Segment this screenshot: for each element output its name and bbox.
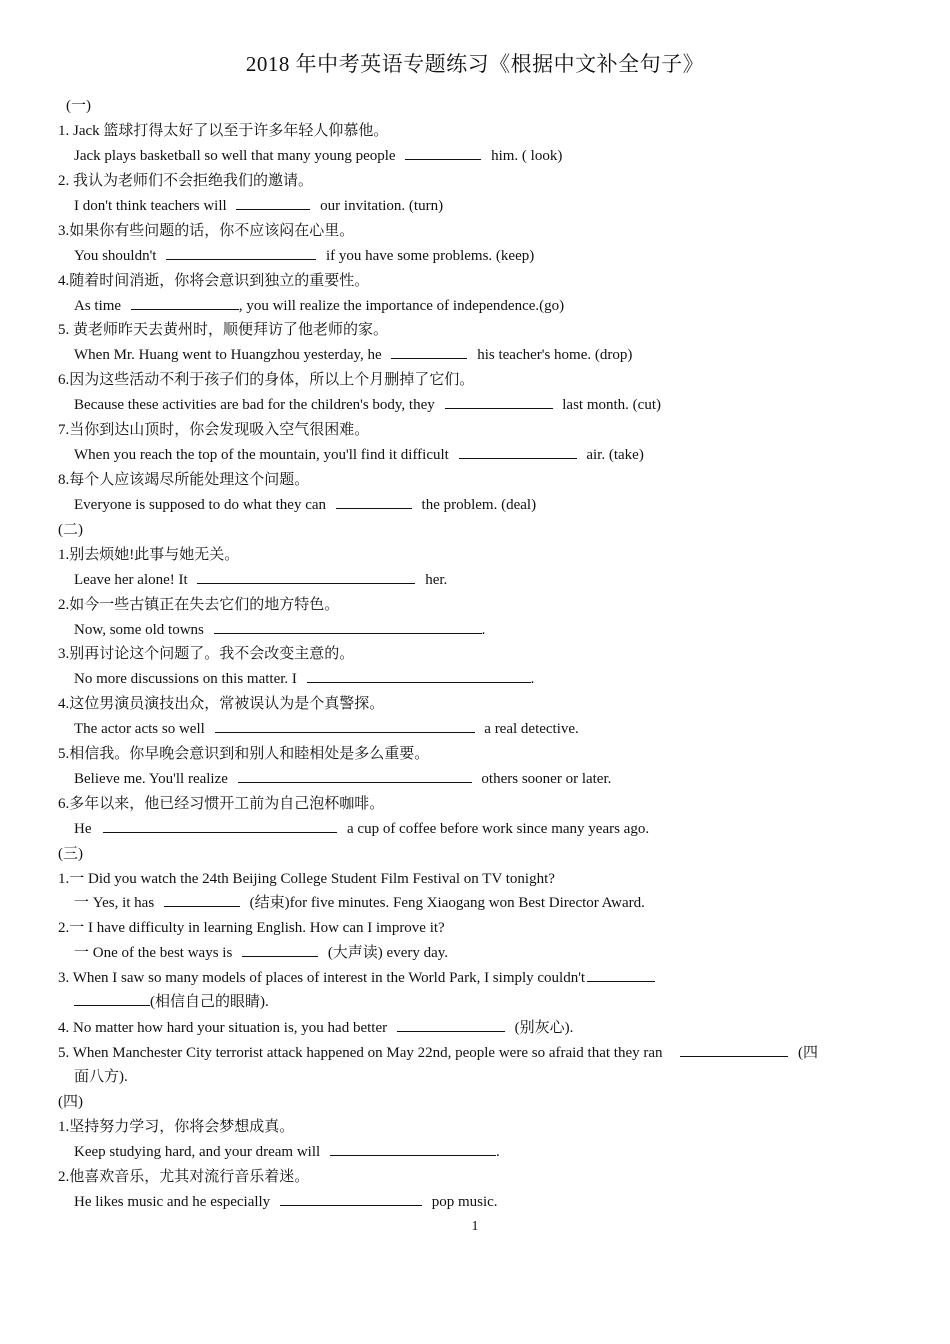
question-en-continued: [74, 993, 269, 1011]
dialogue-answer: [74, 944, 448, 962]
question-en: [74, 496, 536, 514]
sentence-text: The actor acts so well: [74, 721, 205, 737]
question-cn: 1.坚持努力学习，你将会梦想成真。: [58, 1119, 295, 1135]
sentence-text: the problem. (deal): [421, 497, 537, 513]
sentence-text: a real detective.: [484, 721, 579, 737]
sentence-text: (大声读) every day.: [327, 945, 449, 961]
sentence-text: 一 One of the best ways is: [74, 945, 233, 961]
question-cn: 1.别去烦她!此事与她无关。: [58, 547, 240, 563]
sentence-text: 5. When Manchester City terrorist attack happened on May 22nd, people were so afraid that they ran: [58, 1045, 663, 1061]
sentence-text: As time: [74, 298, 122, 314]
sentence-text: Leave her alone! It: [74, 572, 188, 588]
question-cn: 2.如今一些古镇正在失去它们的地方特色。: [58, 597, 340, 613]
question-cn: 4.随着时间消逝，你将会意识到独立的重要性。: [58, 273, 370, 289]
answer-blank[interactable]: [215, 720, 475, 733]
answer-blank[interactable]: [280, 1193, 422, 1206]
sentence-text: Because these activities are bad for the children's body, they: [74, 397, 435, 413]
sentence-text: .: [481, 622, 486, 638]
page-title: 2018 年中考英语专题练习《根据中文补全句子》: [245, 52, 705, 76]
question-en: [74, 197, 443, 215]
question-en: [58, 1019, 573, 1037]
sentence-text: our invitation. (turn): [320, 198, 444, 214]
answer-blank[interactable]: [236, 197, 310, 210]
dialogue-question: 2.一 I have difficulty in learning English. How can I improve it?: [58, 920, 445, 936]
sentence-text: Everyone is supposed to do what they can: [74, 497, 327, 513]
question-en: [74, 396, 661, 414]
question-en: [74, 1193, 498, 1211]
answer-blank[interactable]: [242, 944, 318, 957]
question-en: [74, 621, 485, 639]
sentence-text: Jack plays basketball so well that many young people: [74, 148, 396, 164]
answer-blank[interactable]: [238, 770, 472, 783]
dialogue-answer: [74, 894, 645, 912]
sentence-text: .: [495, 1144, 500, 1160]
question-en: [74, 670, 534, 688]
question-cn: 2. 我认为老师们不会拒绝我们的邀请。: [58, 173, 314, 189]
question-en: [74, 571, 447, 589]
sentence-text: Keep studying hard, and your dream will: [74, 1144, 321, 1160]
sentence-text: pop music.: [431, 1194, 498, 1210]
sentence-text: .: [530, 671, 535, 687]
question-cn: 7.当你到达山顶时，你会发现吸入空气很困难。: [58, 422, 370, 438]
question-en: [58, 969, 655, 987]
answer-blank[interactable]: [307, 670, 531, 683]
question-en: [74, 720, 579, 738]
answer-blank[interactable]: [445, 396, 553, 409]
question-cn: 3.如果你有些问题的话，你不应该闷在心里。: [58, 223, 355, 239]
page-number: 1: [471, 1219, 479, 1234]
sentence-text: When you reach the top of the mountain, you'll find it difficult: [74, 447, 449, 463]
question-en: [74, 147, 562, 165]
answer-blank[interactable]: [131, 297, 239, 310]
sentence-text: others sooner or later.: [481, 771, 612, 787]
answer-blank[interactable]: [391, 346, 467, 359]
sentence-text: (别灰心).: [514, 1020, 574, 1036]
question-en: [74, 820, 649, 838]
sentence-text: You shouldn't: [74, 248, 157, 264]
question-en: [58, 1044, 818, 1062]
question-en: [74, 346, 632, 364]
sentence-text: if you have some problems. (keep): [325, 248, 535, 264]
answer-blank[interactable]: [680, 1044, 788, 1057]
answer-blank[interactable]: [103, 820, 337, 833]
sentence-text: Believe me. You'll realize: [74, 771, 228, 787]
sentence-text: (四: [798, 1045, 819, 1061]
sentence-text: When Mr. Huang went to Huangzhou yesterday, he: [74, 347, 382, 363]
section-heading-2: (二): [58, 522, 83, 538]
question-cn: 5.相信我。你早晚会意识到和别人和睦相处是多么重要。: [58, 746, 430, 762]
answer-blank[interactable]: [336, 496, 412, 509]
answer-blank[interactable]: [197, 571, 415, 584]
sentence-text: He likes music and he especially: [74, 1194, 271, 1210]
question-cn: 3.别再讨论这个问题了。我不会改变主意的。: [58, 646, 355, 662]
answer-blank[interactable]: [164, 894, 240, 907]
answer-blank[interactable]: [459, 446, 577, 459]
sentence-text: her.: [425, 572, 448, 588]
sentence-text: air. (take): [586, 447, 644, 463]
answer-blank[interactable]: [330, 1143, 496, 1156]
sentence-text: 一 Yes, it has: [74, 895, 155, 911]
answer-blank[interactable]: [74, 993, 150, 1006]
section-heading-3: (三): [58, 846, 83, 862]
sentence-text: , you will realize the importance of independence.(go): [238, 298, 565, 314]
question-cn: 4.这位男演员演技出众，常被误认为是个真警探。: [58, 696, 385, 712]
answer-blank[interactable]: [397, 1019, 505, 1032]
question-en: [74, 247, 534, 265]
sentence-text: 3. When I saw so many models of places of interest in the World Park, I simply couldn't: [58, 970, 586, 986]
sentence-text: 4. No matter how hard your situation is, you had better: [58, 1020, 388, 1036]
question-en: [74, 1143, 500, 1161]
answer-blank[interactable]: [587, 969, 655, 982]
section-heading-1: (一): [66, 98, 91, 114]
answer-blank[interactable]: [166, 247, 316, 260]
question-en: [74, 297, 564, 315]
sentence-text: Now, some old towns: [74, 622, 204, 638]
sentence-text: him. ( look): [491, 148, 563, 164]
question-en-continued: 面八方).: [74, 1069, 128, 1085]
question-cn: 5. 黄老师昨天去黄州时，顺便拜访了他老师的家。: [58, 322, 389, 338]
question-cn: 6.因为这些活动不利于孩子们的身体，所以上个月删掉了它们。: [58, 372, 475, 388]
answer-blank[interactable]: [405, 147, 481, 160]
section-heading-4: (四): [58, 1094, 83, 1110]
sentence-text: a cup of coffee before work since many years ago.: [347, 821, 650, 837]
sentence-text: He: [74, 821, 92, 837]
sentence-text: his teacher's home. (drop): [477, 347, 633, 363]
question-cn: 8.每个人应该竭尽所能处理这个问题。: [58, 472, 310, 488]
question-cn: 2.他喜欢音乐，尤其对流行音乐着迷。: [58, 1169, 310, 1185]
question-en: [74, 770, 611, 788]
sentence-text: No more discussions on this matter. I: [74, 671, 297, 687]
sentence-text: I don't think teachers will: [74, 198, 227, 214]
sentence-text: (结束)for five minutes. Feng Xiaogang won Best Director Award.: [249, 895, 645, 911]
question-cn: 1. Jack 篮球打得太好了以至于许多年轻人仰慕他。: [58, 123, 389, 139]
question-cn: 6.多年以来，他已经习惯开工前为自己泡杯咖啡。: [58, 796, 385, 812]
sentence-text: last month. (cut): [562, 397, 661, 413]
answer-blank[interactable]: [214, 621, 482, 634]
question-en: [74, 446, 644, 464]
sentence-text: (相信自己的眼睛).: [150, 994, 269, 1010]
dialogue-question: 1.一 Did you watch the 24th Beijing College Student Film Festival on TV tonight?: [58, 871, 555, 887]
